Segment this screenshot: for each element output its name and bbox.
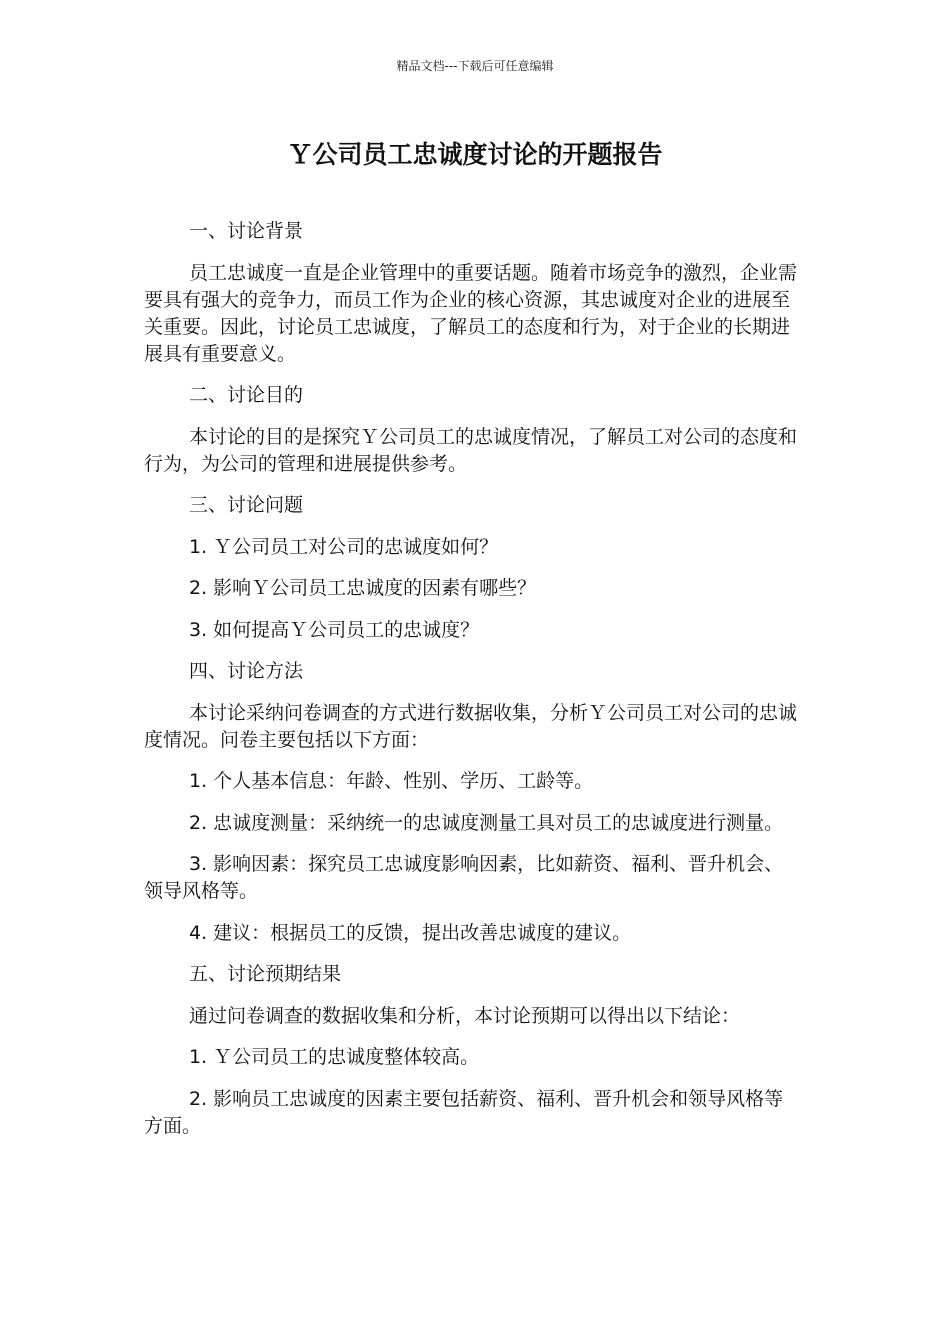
page-header: 精品文档---下载后可任意编辑 [396, 59, 554, 73]
section-heading-background: 一、讨论背景 [189, 220, 304, 242]
list-item: 1. 个人基本信息：年龄、性别、学历、工龄等。 [189, 770, 594, 792]
section-heading-purpose: 二、讨论目的 [189, 384, 304, 406]
list-item: 1. Ｙ公司员工的忠诚度整体较高。 [189, 1046, 480, 1068]
document-body [144, 218, 800, 1154]
paragraph-purpose: 本讨论的目的是探究Ｙ公司员工的忠诚度情况，了解员工对公司的态度和行为，为公司的管理和进展提供参考。 [144, 425, 798, 475]
section-heading-questions: 三、讨论问题 [189, 494, 304, 516]
section-heading-method: 四、讨论方法 [189, 660, 304, 682]
paragraph-background: 员工忠诚度一直是企业管理中的重要话题。随着市场竞争的激烈，企业需要具有强大的竞争力，而员工作为企业的核心资源，其忠诚度对企业的进展至关重要。因此，讨论员工忠诚度，了解员工的态度和行为，对于企业的长期进展具有重要意义。 [144, 261, 798, 365]
paragraph-expected-results: 通过问卷调查的数据收集和分析，本讨论预期可以得出以下结论： [189, 1004, 741, 1027]
list-item: 3. 如何提高Ｙ公司员工的忠诚度？ [189, 618, 480, 641]
list-item: 4. 建议：根据员工的反馈，提出改善忠诚度的建议。 [189, 921, 632, 944]
list-item: 3. 影响因素：探究员工忠诚度影响因素，比如薪资、福利、晋升机会、领导风格等。 [144, 853, 784, 902]
document-title: Ｙ公司员工忠诚度讨论的开题报告 [287, 140, 663, 169]
list-item: 2. 忠诚度测量：采纳统一的忠诚度测量工具对员工的忠诚度进行测量。 [189, 811, 784, 834]
list-item: 1. Ｙ公司员工对公司的忠诚度如何？ [189, 535, 499, 558]
paragraph-method: 本讨论采纳问卷调查的方式进行数据收集，分析Ｙ公司员工对公司的忠诚度情况。问卷主要包括以下方面： [144, 701, 798, 751]
list-item: 2. 影响Ｙ公司员工忠诚度的因素有哪些？ [189, 577, 537, 599]
list-item: 2. 影响员工忠诚度的因素主要包括薪资、福利、晋升机会和领导风格等方面。 [144, 1087, 784, 1137]
section-heading-expected-results: 五、讨论预期结果 [189, 963, 342, 985]
